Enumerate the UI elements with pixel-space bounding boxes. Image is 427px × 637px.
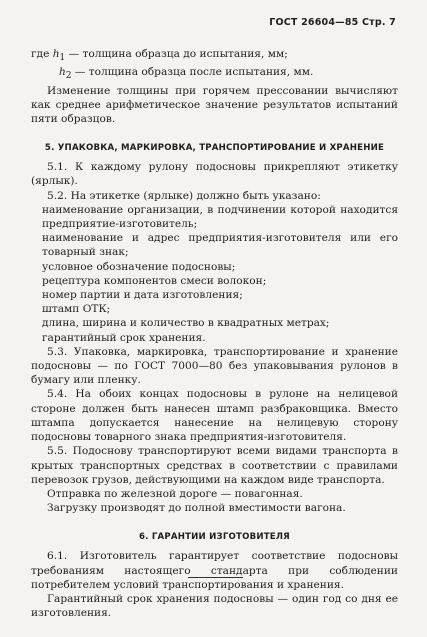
h2-definition [31,65,398,83]
label-item: штамп ОТК; [42,303,111,316]
h2-sub: 2 [65,71,72,82]
label-item: номер партии и дата изготовления; [42,289,243,302]
label-item: длина, ширина и количество в квадратных метрах; [42,317,330,330]
warranty-period: Гарантийный срок хранения подосновы — один год со дня ее изготовления. [31,592,398,620]
h1-var: h [52,48,60,60]
loading-note: Загрузку производят до полной вместимости вагона. [47,502,346,515]
h1-definition [31,47,398,65]
h1-text: — толщина образца до испытания, мм; [68,48,288,60]
label-item: гарантийный срок хранения. [42,331,206,344]
label-item: условное обозначение подосновы; [42,260,236,273]
h2-var: h [59,66,66,79]
label-item: рецептура компонентов смеси волокон; [42,274,267,287]
para-5-5: 5.5. Подоснову транспортируют всеми видами транспорта в крытых транспортных средствах в соответствии с правилами перевозок грузов, действующими на каждом виде транспорта. [31,445,398,486]
h2-text: — толщина образца после испытания, мм. [74,66,314,79]
para-5-4: 5.4. На обоих концах подосновы в рулоне на нелицевой стороне должен быть нанесен штамп разбраковщика. Вместо штампа допускается нанесение на нелицевую сторону подосновы товарного знака предприятия-изготовителя. [31,388,398,444]
page-content [31,47,398,620]
page-header: ГОСТ 26604—85 Стр. 7 [269,17,396,28]
h1-prefix: где [31,48,50,60]
para-6-1: 6.1. Изготовитель гарантирует соответствие подосновы требованиям настоящего стандарта при соблюдении потребителем условий транспортирования и хранения. [31,550,398,591]
para-5-1: 5.1. К каждому рулону подосновы прикрепляют этикетку (ярлык). [31,161,398,188]
para-5-2: 5.2. На этикетке (ярлыке) должно быть указано: [47,189,321,202]
end-rule [188,577,243,578]
section-5-title: 5. УПАКОВКА, МАРКИРОВКА, ТРАНСПОРТИРОВАНИЕ И ХРАНЕНИЕ [44,143,385,154]
section-6-title: 6. ГАРАНТИИ ИЗГОТОВИТЕЛЯ [138,532,291,543]
para-5-3: 5.3. Упаковка, маркировка, транспортирование и хранение подосновы — по ГОСТ 7000—80 без упаковывания рулонов в бумагу или пленку. [31,345,398,387]
h1-sub: 1 [59,53,66,64]
label-item: наименование организации, в подчинении которой находится предприятие-изготовитель; [42,203,398,231]
label-item: наименование и адрес предприятия-изготовителя или его товарный знак; [42,232,398,259]
rail-shipping: Отправка по железной дороге — повагонная. [47,487,303,500]
intro-paragraph: Изменение толщины при горячем прессовании вычисляют как среднее арифметическое значение результатов испытаний пяти образцов. [31,84,398,126]
